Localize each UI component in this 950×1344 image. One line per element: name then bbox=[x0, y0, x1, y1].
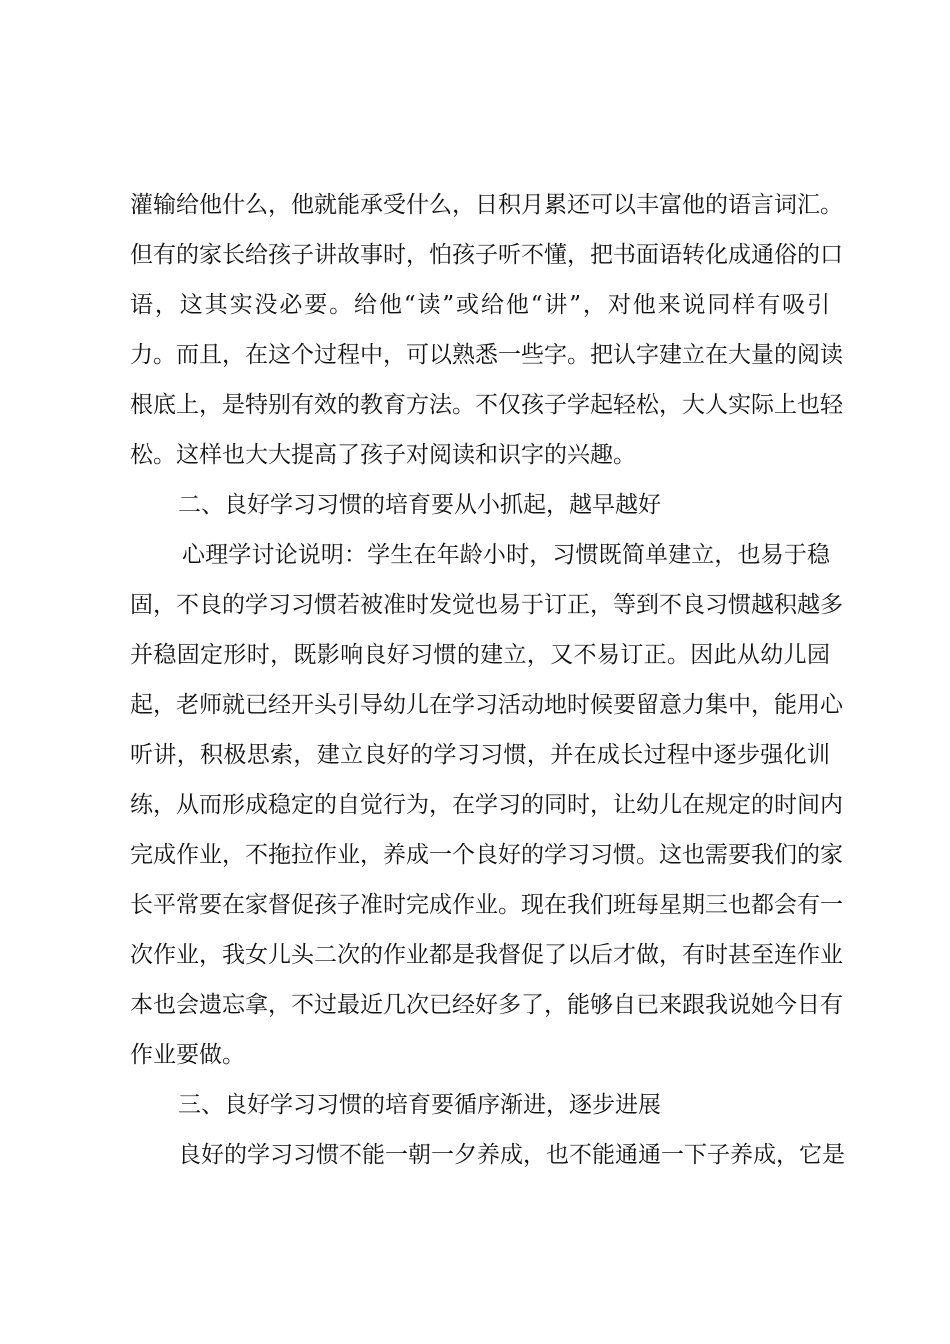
section-heading: 三、良好学习习惯的培育要循序渐进，逐步进展 bbox=[178, 1092, 661, 1118]
body-text-line: 语，这其实没必要。给他“读”或给他“讲”，对他来说同样有吸引 bbox=[130, 292, 830, 318]
body-text-line: 灌输给他什么，他就能承受什么，日积月累还可以丰富他的语言词汇。 bbox=[130, 192, 843, 218]
body-text-line: 完成作业，不拖拉作业，养成一个良好的学习习惯。这也需要我们的家 bbox=[130, 842, 843, 868]
body-text-line: 听讲，积极思索，建立良好的学习习惯，并在成长过程中逐步强化训 bbox=[130, 742, 830, 768]
section-heading: 二、良好学习习惯的培育要从小抓起，越早越好 bbox=[178, 492, 661, 518]
body-text-line: 力。而且，在这个过程中，可以熟悉一些字。把认字建立在大量的阅读 bbox=[130, 342, 843, 368]
body-text-line: 根底上，是特别有效的教育方法。不仅孩子学起轻松，大人实际上也轻 bbox=[130, 392, 843, 418]
body-text-line: 次作业，我女儿头二次的作业都是我督促了以后才做，有时甚至连作业 bbox=[130, 942, 843, 968]
body-text-line: 本也会遗忘拿，不过最近几次已经好多了，能够自已来跟我说她今日有 bbox=[130, 992, 843, 1018]
body-text-line: 固，不良的学习习惯若被准时发觉也易于订正，等到不良习惯越积越多 bbox=[130, 592, 843, 618]
body-text-line: 长平常要在家督促孩子准时完成作业。现在我们班每星期三也都会有一 bbox=[130, 892, 843, 918]
body-text-line: 心理学讨论说明：学生在年龄小时，习惯既简单建立，也易于稳 bbox=[182, 542, 830, 568]
body-text-line: 起，老师就已经开头引导幼儿在学习活动地时候要留意力集中，能用心 bbox=[130, 692, 843, 718]
body-text-line: 练，从而形成稳定的自觉行为，在学习的同时，让幼儿在规定的时间内 bbox=[130, 792, 843, 818]
body-text-line: 良好的学习习惯不能一朝一夕养成，也不能通通一下子养成，它是 bbox=[178, 1142, 845, 1168]
body-text-line: 松。这样也大大提高了孩子对阅读和识字的兴趣。 bbox=[130, 442, 636, 468]
body-text-line: 作业要做。 bbox=[130, 1042, 245, 1068]
body-text-line: 并稳固定形时，既影响良好习惯的建立，又不易订正。因此从幼儿园 bbox=[130, 642, 830, 668]
body-text-line: 但有的家长给孩子讲故事时，怕孩子听不懂，把书面语转化成通俗的口 bbox=[130, 242, 843, 268]
